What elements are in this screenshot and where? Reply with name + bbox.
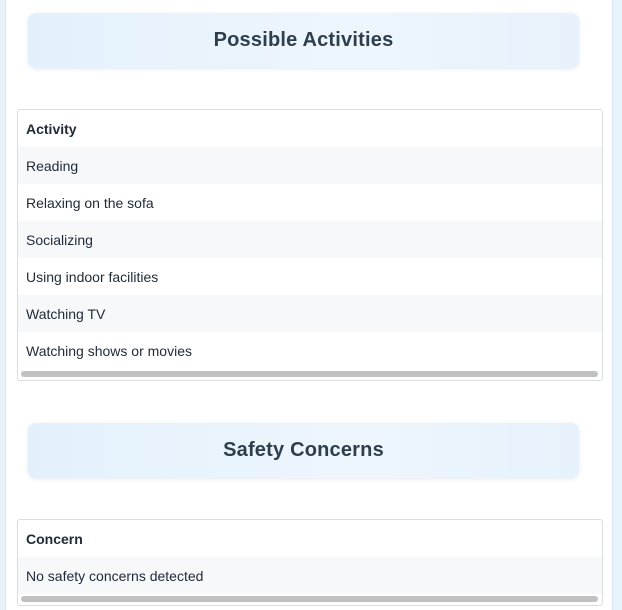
activities-column-header: Activity	[26, 120, 77, 137]
safety-table	[17, 519, 603, 606]
activities-table	[17, 109, 603, 381]
table-row: No safety concerns detected	[18, 557, 602, 594]
table-row: Watching shows or movies	[26, 342, 192, 359]
possible-activities-header	[28, 13, 579, 68]
safety-column-header: Concern	[26, 530, 83, 547]
safety-concerns-header	[28, 423, 579, 478]
horizontal-scrollbar[interactable]	[21, 596, 598, 602]
possible-activities-title: Possible Activities	[213, 29, 394, 51]
table-row: Watching TV	[18, 295, 602, 332]
table-row: Reading	[18, 147, 602, 184]
horizontal-scrollbar[interactable]	[21, 371, 598, 377]
table-row: Using indoor facilities	[26, 268, 159, 285]
safety-concerns-title: Safety Concerns	[223, 439, 384, 461]
table-row: Relaxing on the sofa	[26, 194, 154, 211]
content-panel	[5, 0, 613, 610]
table-row: Socializing	[18, 221, 602, 258]
